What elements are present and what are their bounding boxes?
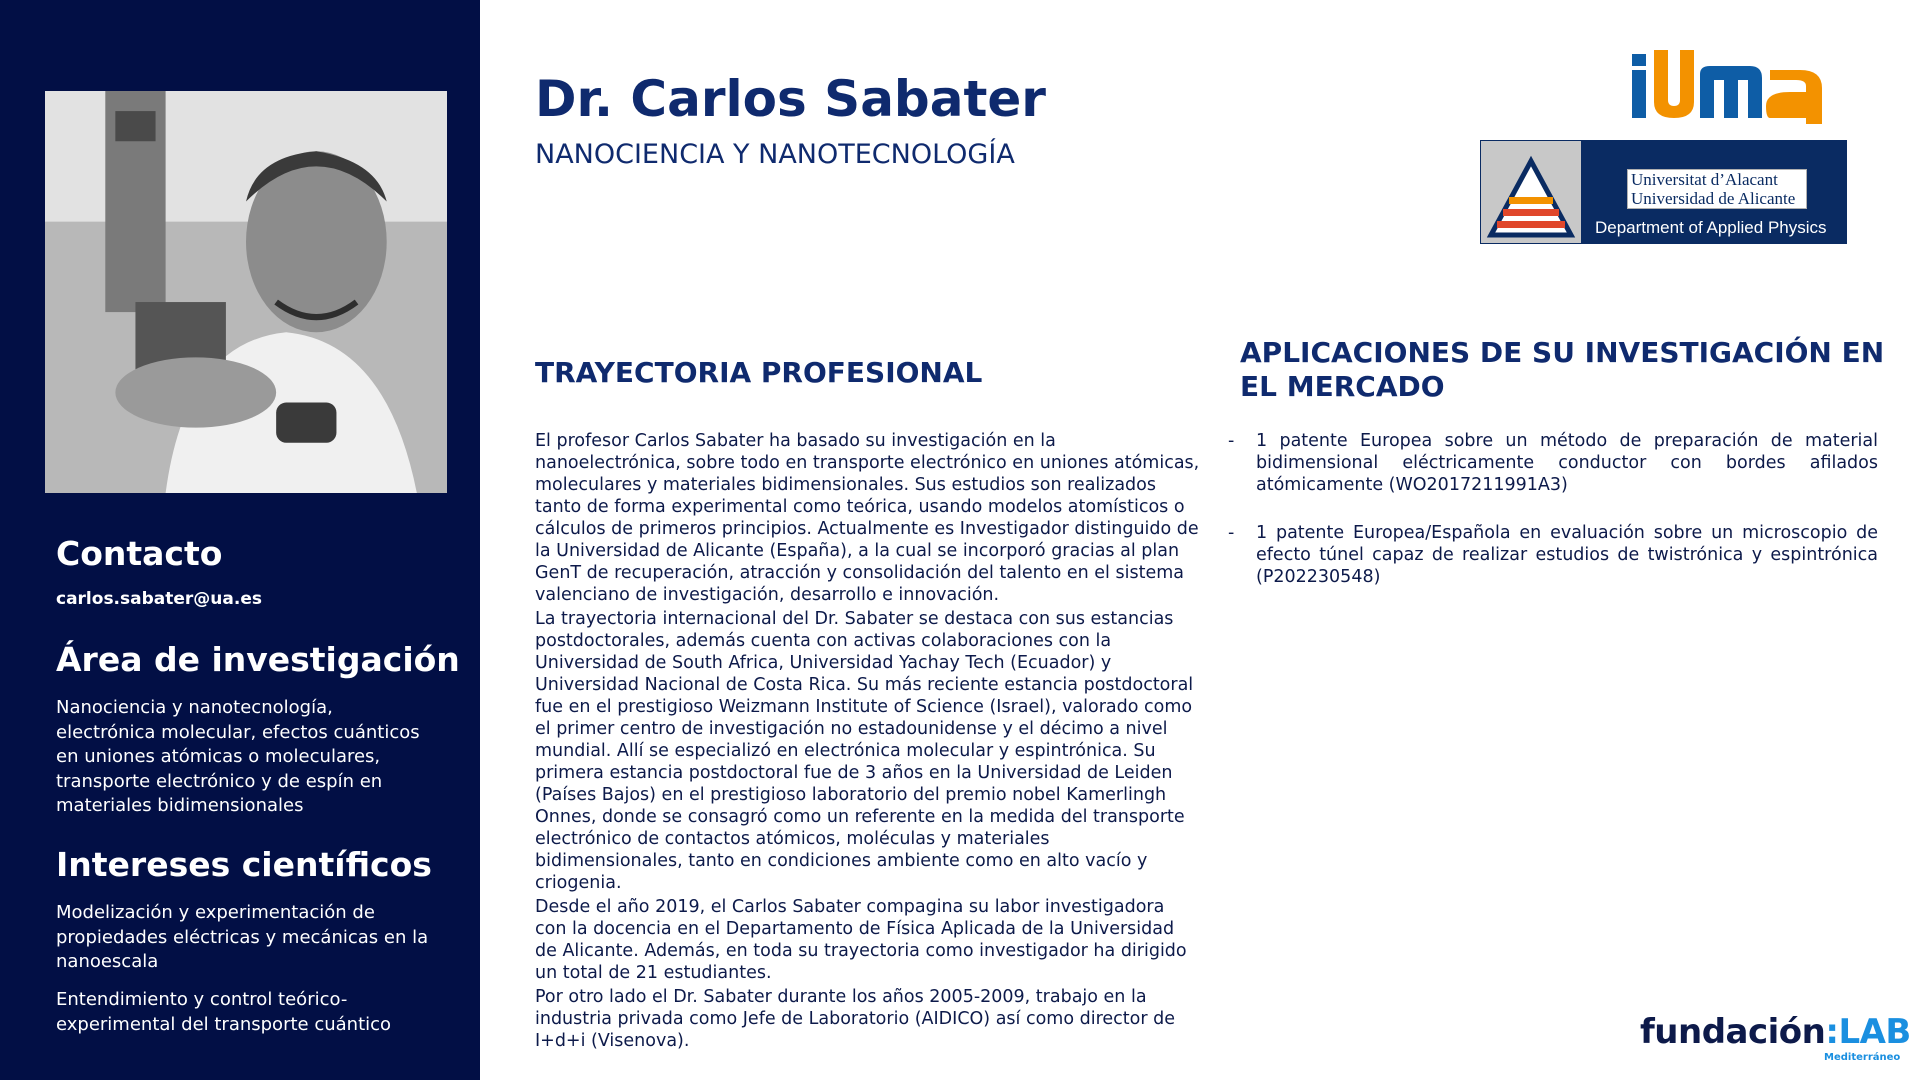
lab-logo-text: :LAB (1825, 1012, 1911, 1052)
trayectoria-paragraph-3: Desde el año 2019, el Carlos Sabater compagina su labor investigadora con la docencia en el Departamento de Física Aplicada de la Universidad de Alicante. Además, en toda su trayectoria como investigador ha dirigido un total de 21 estudiantes. (535, 897, 1187, 983)
ua-name (1627, 169, 1807, 209)
email-link[interactable]: carlos.sabater@ua.es (56, 589, 262, 609)
interests-heading: Intereses científicos (56, 845, 432, 884)
trayectoria-heading: TRAYECTORIA PROFESIONAL (535, 356, 983, 389)
aplicaciones-heading: APLICACIONES DE SU INVESTIGACIÓN EN EL MERCADO (1240, 336, 1885, 403)
research-area-text: Nanociencia y nanotecnología, electrónica molecular, efectos cuánticos en uniones atómicas o moleculares, transporte electrónico y de espín en materiales bidimensionales (56, 697, 420, 816)
ua-name-line2: Universidad de Alicante (1631, 189, 1796, 208)
interest-2: Entendimiento y control teórico-experimental del transporte cuántico (56, 989, 392, 1035)
aplicaciones-item-2: - 1 patente Europea/Española en evaluación sobre un microscopio de efecto túnel capaz de realizar estudios de twistrónica y espintrónica (P202230548) (1228, 522, 1878, 588)
ua-department: Department of Applied Physics (1595, 218, 1827, 237)
aplicaciones-list (1228, 430, 1878, 614)
ua-emblem-icon (1481, 141, 1581, 243)
mediterraneo-logo-text: Mediterráneo (1824, 1052, 1901, 1063)
trayectoria-paragraph-4: Por otro lado el Dr. Sabater durante los años 2005-2009, trabajo en la industria privada como Jefe de Laboratorio (AIDICO) así como director de I+d+i (Visenova). (535, 987, 1175, 1051)
portrait-image (45, 91, 447, 493)
trayectoria-text (535, 430, 1200, 1054)
page-subtitle: NANOCIENCIA Y NANOTECNOLOGÍA (535, 139, 1015, 170)
iuma-logo (1630, 40, 1840, 124)
page-title: Dr. Carlos Sabater (535, 70, 1046, 128)
profile-photo (45, 91, 447, 493)
research-area-heading: Área de investigación (56, 640, 460, 679)
contact-heading: Contacto (56, 534, 223, 573)
aplicaciones-item-1: - 1 patente Europea sobre un método de preparación de material bidimensional eléctricamente conductor con bordes afilados atómicamente (WO2017211991A3) (1228, 430, 1878, 496)
sidebar (0, 0, 480, 1080)
ua-logo (1480, 140, 1847, 244)
fundacion-lab-logo (1640, 1012, 1911, 1052)
fundacion-logo-text: fundación (1640, 1012, 1826, 1052)
trayectoria-paragraph-2: La trayectoria internacional del Dr. Sabater se destaca con sus estancias postdoctorales, además cuenta con activas colaboraciones con la Universidad de South Africa, Universidad Yachay Tech (Ecuador) y Universidad Nacional de Costa Rica. Su más reciente estancia postdoctoral fue en el prestigioso Weizmann Institute of Science (Israel), valorado como el primer centro de investigación no estadounidense y el décimo a nivel mundial. Allí se especializó en electrónica molecular y espintrónica. Su primera estancia postdoctoral fue de 3 años en la Universidad de Leiden (Países Bajos) en el prestigioso laboratorio del premio nobel Kamerlingh Onnes, donde se consagró como un referente en la medida del transporte electrónico de contactos atómicos, moléculas y materiales bidimensionales, tanto en condiciones ambiente como en alto vacío y criogenia. (535, 609, 1194, 893)
trayectoria-paragraph-1: El profesor Carlos Sabater ha basado su investigación en la nanoelectrónica, sobre todo en transporte electrónico en uniones atómicas, moleculares y materiales bidimensionales. Sus estudios son realizados tanto de forma experimental como teórica, usando modelos atomísticos o cálculos de primeros principios. Actualmente es Investigador distinguido de la Universidad de Alicante (España), a la cual se incorporó gracias al plan GenT de recuperación, atracción y consolidación del talento en el sistema valenciano de investigación, desarrollo e innovación. (535, 431, 1200, 605)
interest-1: Modelización y experimentación de propiedades eléctricas y mecánicas en la nanoescala (56, 902, 429, 972)
ua-name-line1: Universitat d’Alacant (1631, 170, 1778, 189)
